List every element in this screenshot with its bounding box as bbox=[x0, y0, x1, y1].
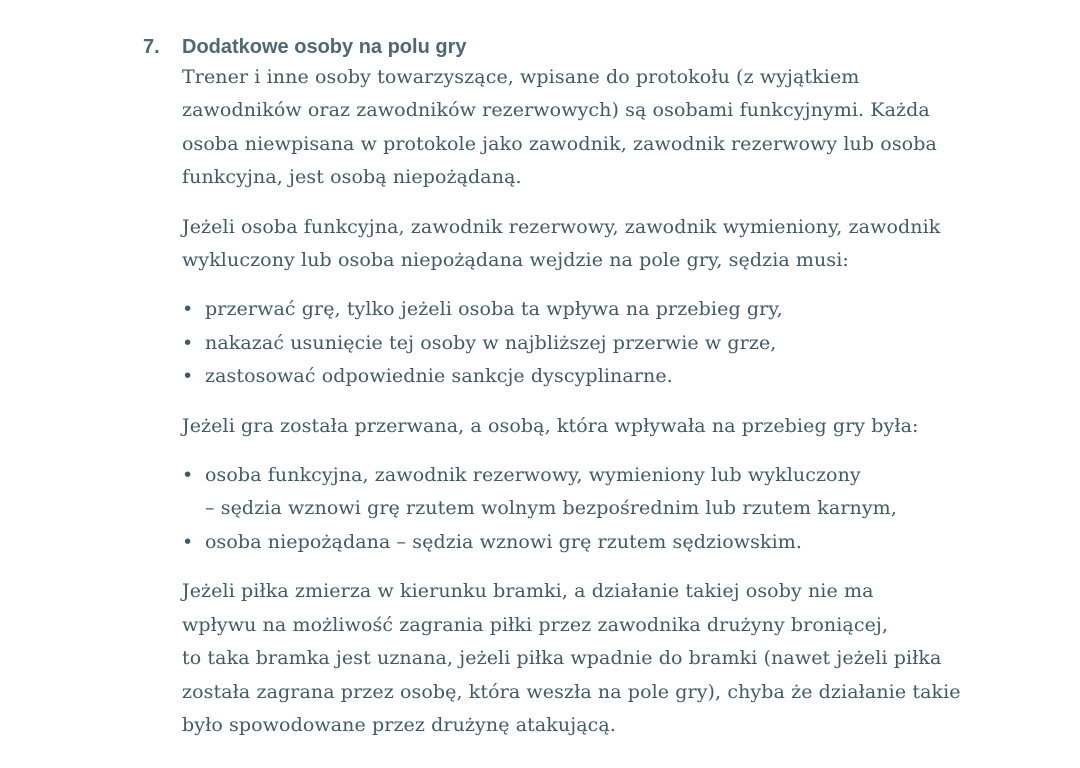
text-line: Jeżeli gra została przerwana, a osobą, która wpływała na przebieg gry była: bbox=[182, 414, 919, 437]
referee-actions-list bbox=[182, 293, 1043, 393]
bullet-icon: • bbox=[182, 464, 194, 487]
paragraph-game-stopped bbox=[182, 410, 1043, 443]
bullet-icon: • bbox=[182, 298, 194, 321]
list-item-text: przerwać grę, tylko jeżeli osoba ta wpływa na przebieg gry, bbox=[205, 298, 783, 321]
text-line: zawodników oraz zawodników rezerwowych) są osobami funkcyjnymi. Każda bbox=[182, 99, 930, 122]
list-item bbox=[182, 293, 1043, 326]
section-content bbox=[182, 61, 1043, 742]
bullet-icon: • bbox=[182, 365, 194, 388]
list-item bbox=[182, 459, 1043, 526]
text-line: Jeżeli osoba funkcyjna, zawodnik rezerwowy, zawodnik wymieniony, zawodnik bbox=[182, 215, 941, 238]
text-line: funkcyjna, jest osobą niepożądaną. bbox=[182, 166, 522, 189]
list-item-text: zastosować odpowiednie sankcje dyscyplinarne. bbox=[205, 365, 673, 388]
list-item-text: nakazać usunięcie tej osoby w najbliższej przerwie w grze, bbox=[205, 331, 777, 354]
text-line: osoba niewpisana w protokole jako zawodnik, zawodnik rezerwowy lub osoba bbox=[182, 132, 937, 155]
section-number: 7. bbox=[143, 36, 160, 58]
text-line: została zagrana przez osobę, która weszła na pole gry), chyba że działanie takie bbox=[182, 680, 961, 703]
bullet-icon: • bbox=[182, 331, 194, 354]
list-item-text: osoba niepożądana – sędzia wznowi grę rzutem sędziowskim. bbox=[205, 530, 803, 553]
paragraph-definitions bbox=[182, 61, 1043, 195]
list-item-text: osoba funkcyjna, zawodnik rezerwowy, wymieniony lub wykluczony bbox=[205, 464, 861, 487]
list-item-text: – sędzia wznowi grę rzutem wolnym bezpośrednim lub rzutem karnym, bbox=[205, 497, 897, 520]
paragraph-goal-rule bbox=[182, 575, 1043, 742]
list-item bbox=[182, 526, 1043, 559]
section-title: Dodatkowe osoby na polu gry bbox=[182, 36, 467, 58]
section-heading bbox=[143, 36, 1043, 60]
text-line: było spowodowane przez drużynę atakującą. bbox=[182, 713, 616, 736]
rule-section bbox=[143, 36, 1043, 742]
list-item bbox=[182, 327, 1043, 360]
paragraph-referee-must bbox=[182, 211, 1043, 278]
text-line: wykluczony lub osoba niepożądana wejdzie na pole gry, sędzia musi: bbox=[182, 249, 849, 272]
bullet-icon: • bbox=[182, 530, 194, 553]
text-line: to taka bramka jest uznana, jeżeli piłka wpadnie do bramki (nawet jeżeli piłka bbox=[182, 647, 942, 670]
restart-list bbox=[182, 459, 1043, 559]
text-line: wpływu na możliwość zagrania piłki przez zawodnika drużyny broniącej, bbox=[182, 613, 889, 636]
list-item bbox=[182, 360, 1043, 393]
text-line: Trener i inne osoby towarzyszące, wpisane do protokołu (z wyjątkiem bbox=[182, 66, 860, 88]
text-line: Jeżeli piłka zmierza w kierunku bramki, a działanie takiej osoby nie ma bbox=[182, 580, 874, 603]
